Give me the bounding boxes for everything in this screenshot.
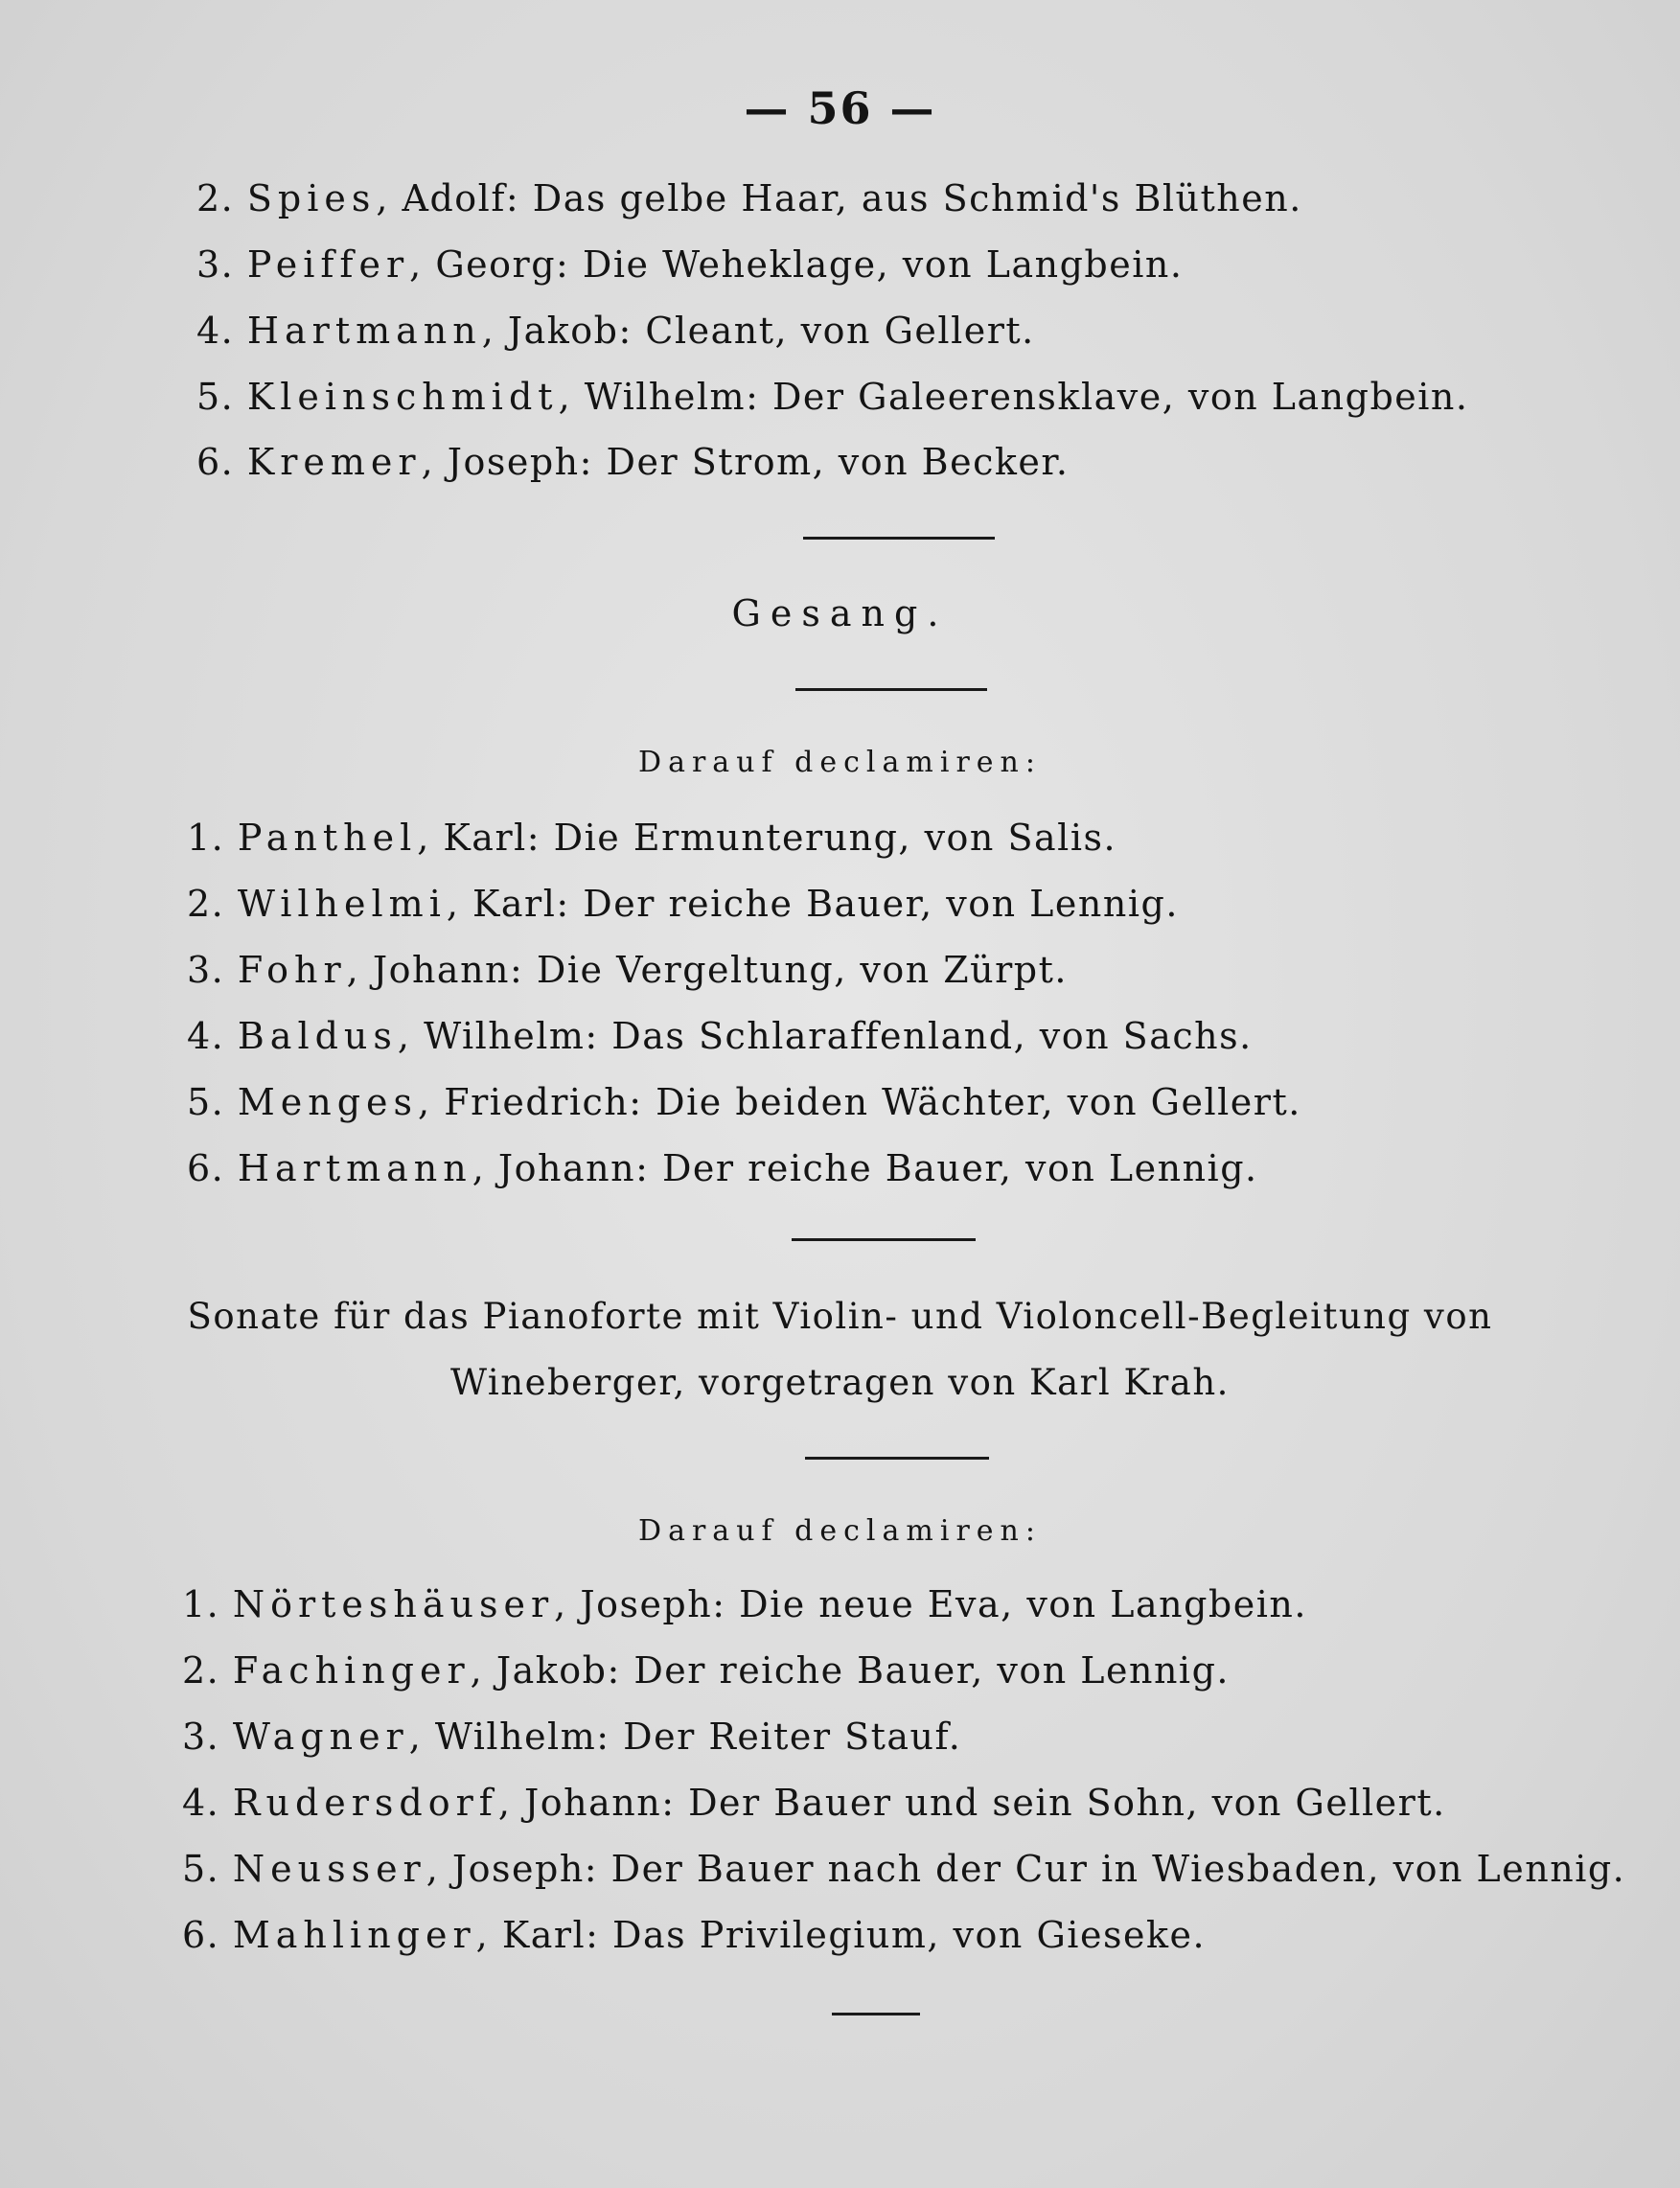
item-text: , Wilhelm: Der Galeerensklave, von Langbein. bbox=[558, 376, 1469, 418]
item-text: , Joseph: Die neue Eva, von Langbein. bbox=[554, 1583, 1307, 1625]
item-text: , Karl: Die Ermunterung, von Salis. bbox=[417, 817, 1117, 859]
list-item bbox=[187, 1147, 1258, 1189]
item-number: 6. bbox=[182, 1914, 220, 1956]
item-text: , Karl: Das Privilegium, von Gieseke. bbox=[475, 1914, 1207, 1956]
item-name: Nörteshäuser bbox=[232, 1583, 555, 1625]
item-name: Hartmann bbox=[237, 1147, 472, 1189]
item-name: Rudersdorf bbox=[232, 1782, 498, 1824]
declaim-heading: Darauf declamiren: bbox=[638, 746, 1042, 779]
item-name: Baldus bbox=[237, 1015, 398, 1057]
page-number: — 56 — bbox=[744, 82, 936, 134]
item-number: 1. bbox=[187, 817, 225, 859]
item-name: Menges bbox=[237, 1081, 419, 1123]
item-number: 2. bbox=[182, 1649, 220, 1692]
item-text: , Jakob: Der reiche Bauer, von Lennig. bbox=[470, 1649, 1230, 1692]
item-text: , Karl: Der reiche Bauer, von Lennig. bbox=[446, 883, 1179, 925]
list-item bbox=[182, 1848, 1625, 1890]
list-item bbox=[196, 177, 1302, 219]
item-number: 3. bbox=[196, 243, 235, 286]
item-number: 3. bbox=[187, 949, 225, 991]
list-item bbox=[182, 1782, 1446, 1824]
list-item bbox=[187, 817, 1116, 859]
item-text: , Johann: Der Bauer und sein Sohn, von Gellert. bbox=[497, 1782, 1446, 1824]
declaim-heading: Darauf declamiren: bbox=[638, 1514, 1042, 1548]
item-name: Panthel bbox=[237, 817, 418, 859]
item-name: Kremer bbox=[246, 441, 422, 483]
list-item bbox=[187, 949, 1068, 991]
item-number: 1. bbox=[182, 1583, 220, 1625]
item-number: 2. bbox=[187, 883, 225, 925]
list-item bbox=[187, 1081, 1301, 1123]
divider-rule bbox=[805, 1457, 989, 1460]
item-number: 5. bbox=[182, 1848, 220, 1890]
item-number: 5. bbox=[187, 1081, 225, 1123]
list-item bbox=[196, 376, 1468, 418]
list-item bbox=[196, 310, 1035, 352]
item-text: , Jakob: Cleant, von Gellert. bbox=[481, 310, 1035, 352]
item-name: Fohr bbox=[237, 949, 347, 991]
divider-rule bbox=[803, 537, 995, 540]
item-name: Fachinger bbox=[232, 1649, 471, 1692]
item-number: 4. bbox=[187, 1015, 225, 1057]
list-item bbox=[196, 243, 1183, 286]
item-text: , Adolf: Das gelbe Haar, aus Schmid's Blüthen. bbox=[376, 177, 1302, 219]
divider-rule bbox=[832, 2013, 920, 2015]
divider-rule bbox=[792, 1238, 976, 1241]
item-name: Kleinschmidt bbox=[246, 376, 559, 418]
list-item bbox=[196, 441, 1069, 483]
item-number: 3. bbox=[182, 1716, 220, 1758]
item-text: , Georg: Die Weheklage, von Langbein. bbox=[409, 243, 1184, 286]
item-number: 6. bbox=[196, 441, 235, 483]
item-text: , Wilhelm: Das Schlaraffenland, von Sachs. bbox=[397, 1015, 1253, 1057]
item-number: 5. bbox=[196, 376, 235, 418]
item-name: Wagner bbox=[232, 1716, 409, 1758]
item-text: , Johann: Der reiche Bauer, von Lennig. bbox=[472, 1147, 1258, 1189]
sonata-line: Wineberger, vorgetragen von Karl Krah. bbox=[450, 1362, 1230, 1403]
section-heading-gesang: Gesang. bbox=[731, 592, 949, 634]
item-name: Spies bbox=[246, 177, 377, 219]
item-text: , Joseph: Der Bauer nach der Cur in Wiesbaden, von Lennig. bbox=[426, 1848, 1626, 1890]
list-item bbox=[182, 1716, 961, 1758]
list-item bbox=[182, 1649, 1230, 1692]
item-text: , Wilhelm: Der Reiter Stauf. bbox=[408, 1716, 962, 1758]
item-name: Wilhelmi bbox=[237, 883, 447, 925]
item-text: , Johann: Die Vergeltung, von Zürpt. bbox=[346, 949, 1068, 991]
item-number: 6. bbox=[187, 1147, 225, 1189]
item-name: Mahlinger bbox=[232, 1914, 476, 1956]
item-number: 4. bbox=[182, 1782, 220, 1824]
item-name: Neusser bbox=[232, 1848, 426, 1890]
item-number: 4. bbox=[196, 310, 235, 352]
list-item bbox=[182, 1914, 1206, 1956]
sonata-line: Sonate für das Pianoforte mit Violin- und Violoncell-Begleitung von bbox=[187, 1296, 1493, 1337]
item-text: , Joseph: Der Strom, von Becker. bbox=[421, 441, 1070, 483]
divider-rule bbox=[795, 688, 987, 691]
list-item bbox=[187, 1015, 1253, 1057]
item-name: Peiffer bbox=[246, 243, 410, 286]
list-item bbox=[182, 1583, 1307, 1625]
item-text: , Friedrich: Die beiden Wächter, von Gellert. bbox=[418, 1081, 1301, 1123]
item-name: Hartmann bbox=[246, 310, 482, 352]
item-number: 2. bbox=[196, 177, 235, 219]
list-item bbox=[187, 883, 1179, 925]
